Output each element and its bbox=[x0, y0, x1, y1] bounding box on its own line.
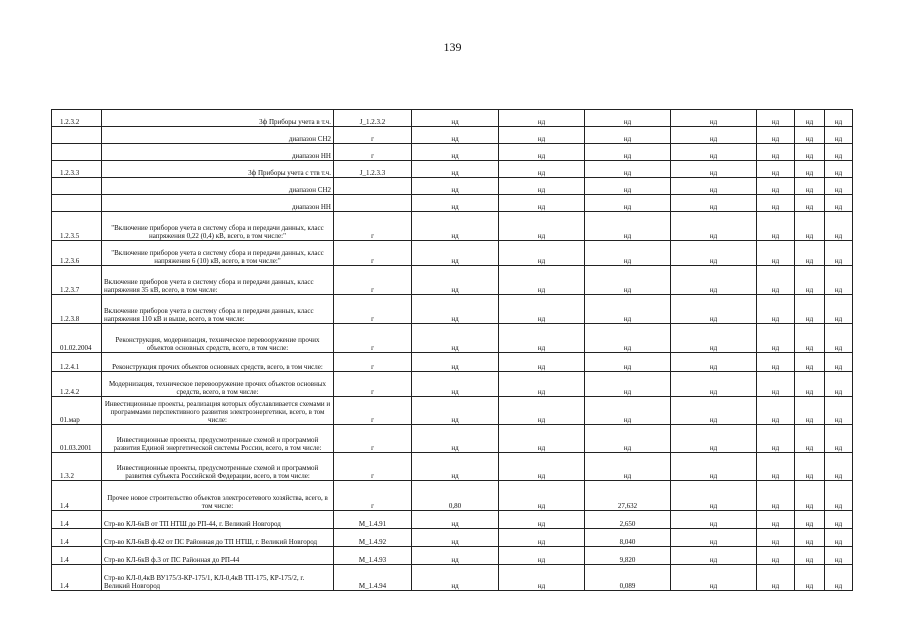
row-unit-cell: M_1.4.91 bbox=[334, 511, 412, 529]
row-value-cell: нд bbox=[795, 110, 825, 127]
row-value-cell: нд bbox=[585, 178, 671, 195]
row-value-cell: нд bbox=[499, 324, 585, 353]
row-unit-cell bbox=[334, 178, 412, 195]
table-row bbox=[52, 295, 853, 324]
row-value-cell: нд bbox=[671, 481, 757, 511]
row-code-cell: 1.2.3.6 bbox=[52, 241, 102, 266]
row-value-cell: нд bbox=[825, 127, 853, 144]
row-value-cell: нд bbox=[795, 529, 825, 547]
row-value-cell: нд bbox=[585, 110, 671, 127]
row-value-cell: нд bbox=[795, 127, 825, 144]
row-value-cell: нд bbox=[757, 353, 795, 372]
row-value-cell: нд bbox=[585, 144, 671, 161]
row-value-cell: нд bbox=[795, 565, 825, 591]
row-name-cell: Реконструкция прочих объектов основных средств, всего, в том числе: bbox=[102, 353, 334, 372]
row-value-cell: нд bbox=[825, 547, 853, 565]
row-value-cell: нд bbox=[412, 397, 499, 425]
row-value-cell: нд bbox=[825, 110, 853, 127]
row-value-cell: нд bbox=[585, 353, 671, 372]
row-name-cell: "Включение приборов учета в систему сбора и передачи данных, класс напряжения 6 (10) кВ, всего, в том числе:" bbox=[102, 241, 334, 266]
table-row bbox=[52, 266, 853, 295]
row-name-cell: Инвестиционные проекты, предусмотренные схемой и программой развития субъекта Российской Федерации, всего, в том числе: bbox=[102, 453, 334, 481]
row-unit-cell: г bbox=[334, 397, 412, 425]
row-value-cell: нд bbox=[499, 547, 585, 565]
row-name-cell: Стр-во КЛ-6кВ от ТП НТШ до РП-44, г. Великий Новгород bbox=[102, 511, 334, 529]
row-value-cell: нд bbox=[671, 144, 757, 161]
row-name-cell: Инвестиционные проекты, предусмотренные схемой и программой развития Единой энергетической системы России, всего, в том числе: bbox=[102, 425, 334, 453]
table-row bbox=[52, 481, 853, 511]
row-unit-cell: г bbox=[334, 127, 412, 144]
row-unit-cell: г bbox=[334, 266, 412, 295]
row-value-cell: нд bbox=[499, 565, 585, 591]
row-value-cell: нд bbox=[671, 324, 757, 353]
page-number: 139 bbox=[443, 40, 462, 54]
row-value-cell: нд bbox=[825, 353, 853, 372]
row-unit-cell: г bbox=[334, 481, 412, 511]
row-value-cell: нд bbox=[825, 266, 853, 295]
row-value-cell: нд bbox=[795, 397, 825, 425]
row-unit-cell: J_1.2.3.3 bbox=[334, 161, 412, 178]
row-unit-cell: г bbox=[334, 241, 412, 266]
row-value-cell: нд bbox=[499, 212, 585, 241]
row-value-cell: нд bbox=[795, 453, 825, 481]
row-name-cell: "Включение приборов учета в систему сбора и передачи данных, класс напряжения 0,22 (0,4) кВ, всего, в том числе:" bbox=[102, 212, 334, 241]
table-row bbox=[52, 161, 853, 178]
table-row bbox=[52, 110, 853, 127]
row-value-cell: нд bbox=[825, 565, 853, 591]
row-code-cell bbox=[52, 144, 102, 161]
row-name-cell: 3ф Приборы учета с ттв т.ч. bbox=[102, 161, 334, 178]
row-value-cell: нд bbox=[795, 266, 825, 295]
row-value-cell: нд bbox=[499, 127, 585, 144]
row-value-cell: нд bbox=[412, 110, 499, 127]
row-value-cell: нд bbox=[795, 425, 825, 453]
row-value-cell: нд bbox=[499, 453, 585, 481]
row-value-cell: нд bbox=[825, 481, 853, 511]
row-name-cell: Модернизация, техническое перевооружение прочих объектов основных средств, всего, в том числе: bbox=[102, 372, 334, 397]
row-code-cell: 01.мар bbox=[52, 397, 102, 425]
row-name-cell: Включение приборов учета в систему сбора и передачи данных, класс напряжения 110 кВ и выше, всего, в том числе: bbox=[102, 295, 334, 324]
row-code-cell: 1.2.3.2 bbox=[52, 110, 102, 127]
row-value-cell: нд bbox=[671, 397, 757, 425]
row-value-cell: нд bbox=[757, 397, 795, 425]
row-code-cell: 1.4 bbox=[52, 547, 102, 565]
row-value-cell: нд bbox=[585, 127, 671, 144]
row-value-cell: нд bbox=[757, 144, 795, 161]
row-code-cell: 1.3.2 bbox=[52, 453, 102, 481]
row-name-cell: Прочее новое строительство объектов электросетевого хозяйства, всего, в том числе: bbox=[102, 481, 334, 511]
table-row bbox=[52, 127, 853, 144]
row-value-cell: нд bbox=[499, 110, 585, 127]
row-code-cell: 01.03.2001 bbox=[52, 425, 102, 453]
row-value-cell: нд bbox=[412, 324, 499, 353]
row-name-cell: Стр-во КЛ-0,4кВ ВУ175/3-КР-175/1, КЛ-0,4кВ ТП-175, КР-175/2, г. Великий Новгород bbox=[102, 565, 334, 591]
row-value-cell: нд bbox=[499, 425, 585, 453]
row-value-cell: нд bbox=[825, 397, 853, 425]
table-row bbox=[52, 324, 853, 353]
row-value-cell: нд bbox=[757, 195, 795, 212]
row-value-cell: нд bbox=[499, 161, 585, 178]
row-value-cell: нд bbox=[412, 529, 499, 547]
row-code-cell: 1.2.3.5 bbox=[52, 212, 102, 241]
row-unit-cell: г bbox=[334, 372, 412, 397]
row-code-cell bbox=[52, 178, 102, 195]
row-value-cell: нд bbox=[412, 144, 499, 161]
row-value-cell: нд bbox=[412, 178, 499, 195]
row-name-cell: диапазон СН2 bbox=[102, 178, 334, 195]
row-code-cell: 1.4 bbox=[52, 511, 102, 529]
row-value-cell: нд bbox=[412, 127, 499, 144]
row-value-cell: нд bbox=[757, 127, 795, 144]
row-value-cell: нд bbox=[585, 397, 671, 425]
row-value-cell: нд bbox=[585, 372, 671, 397]
row-value-cell: нд bbox=[825, 295, 853, 324]
row-value-cell: 0,089 bbox=[585, 565, 671, 591]
row-value-cell: нд bbox=[795, 511, 825, 529]
row-unit-cell: M_1.4.94 bbox=[334, 565, 412, 591]
row-name-cell: Инвестиционные проекты, реализация которых обуславливается схемами и программами перспективного развития электроэнергетики, всего, в том числе: bbox=[102, 397, 334, 425]
row-value-cell: нд bbox=[412, 212, 499, 241]
row-value-cell: нд bbox=[499, 195, 585, 212]
row-value-cell: нд bbox=[671, 266, 757, 295]
row-value-cell: нд bbox=[795, 178, 825, 195]
row-value-cell: нд bbox=[412, 511, 499, 529]
row-value-cell: нд bbox=[795, 161, 825, 178]
table-row bbox=[52, 547, 853, 565]
table-row bbox=[52, 372, 853, 397]
row-value-cell: нд bbox=[757, 425, 795, 453]
row-unit-cell: J_1.2.3.2 bbox=[334, 110, 412, 127]
row-name-cell: Реконструкция, модернизация, техническое перевооружение прочих объектов основных средств, всего, в том числе: bbox=[102, 324, 334, 353]
row-unit-cell: г bbox=[334, 144, 412, 161]
row-value-cell: 8,040 bbox=[585, 529, 671, 547]
row-code-cell: 1.4 bbox=[52, 529, 102, 547]
row-unit-cell: г bbox=[334, 212, 412, 241]
table-row bbox=[52, 453, 853, 481]
row-name-cell: 3ф Приборы учета в т.ч. bbox=[102, 110, 334, 127]
row-unit-cell: г bbox=[334, 353, 412, 372]
row-value-cell: нд bbox=[499, 353, 585, 372]
row-value-cell: нд bbox=[499, 372, 585, 397]
row-value-cell: нд bbox=[671, 127, 757, 144]
row-value-cell: нд bbox=[671, 161, 757, 178]
table-row bbox=[52, 178, 853, 195]
row-value-cell: нд bbox=[412, 453, 499, 481]
row-value-cell: нд bbox=[795, 547, 825, 565]
row-value-cell: нд bbox=[795, 372, 825, 397]
row-code-cell bbox=[52, 195, 102, 212]
row-value-cell: нд bbox=[671, 425, 757, 453]
row-code-cell: 1.4 bbox=[52, 481, 102, 511]
row-value-cell: нд bbox=[412, 425, 499, 453]
table-row bbox=[52, 425, 853, 453]
row-value-cell: нд bbox=[757, 241, 795, 266]
row-value-cell: нд bbox=[585, 266, 671, 295]
table-row bbox=[52, 195, 853, 212]
row-name-cell: диапазон НН bbox=[102, 144, 334, 161]
row-value-cell: нд bbox=[412, 161, 499, 178]
row-value-cell: нд bbox=[412, 565, 499, 591]
row-value-cell: нд bbox=[671, 529, 757, 547]
row-name-cell: диапазон СН2 bbox=[102, 127, 334, 144]
row-value-cell: нд bbox=[585, 295, 671, 324]
row-name-cell: диапазон НН bbox=[102, 195, 334, 212]
row-value-cell: нд bbox=[795, 195, 825, 212]
row-value-cell: нд bbox=[757, 110, 795, 127]
row-value-cell: нд bbox=[412, 372, 499, 397]
row-value-cell: нд bbox=[825, 425, 853, 453]
row-value-cell: нд bbox=[585, 195, 671, 212]
row-code-cell: 1.2.4.2 bbox=[52, 372, 102, 397]
row-name-cell: Включение приборов учета в систему сбора и передачи данных, класс напряжения 35 кВ, всего, в том числе: bbox=[102, 266, 334, 295]
row-value-cell: нд bbox=[585, 241, 671, 266]
row-value-cell: нд bbox=[757, 529, 795, 547]
row-value-cell: нд bbox=[585, 212, 671, 241]
row-value-cell: нд bbox=[671, 353, 757, 372]
row-value-cell: нд bbox=[757, 161, 795, 178]
row-value-cell: нд bbox=[671, 453, 757, 481]
row-value-cell: нд bbox=[671, 547, 757, 565]
row-unit-cell: г bbox=[334, 295, 412, 324]
row-value-cell: нд bbox=[585, 161, 671, 178]
row-value-cell: нд bbox=[412, 195, 499, 212]
row-code-cell: 01.02.2004 bbox=[52, 324, 102, 353]
row-value-cell: нд bbox=[671, 110, 757, 127]
row-value-cell: нд bbox=[671, 178, 757, 195]
row-value-cell: нд bbox=[757, 565, 795, 591]
row-value-cell: нд bbox=[795, 295, 825, 324]
row-value-cell: нд bbox=[825, 453, 853, 481]
row-unit-cell: г bbox=[334, 453, 412, 481]
table-row bbox=[52, 353, 853, 372]
row-value-cell: нд bbox=[499, 529, 585, 547]
row-value-cell: нд bbox=[825, 144, 853, 161]
row-value-cell: нд bbox=[825, 178, 853, 195]
row-value-cell: нд bbox=[412, 241, 499, 266]
row-unit-cell: M_1.4.92 bbox=[334, 529, 412, 547]
row-code-cell bbox=[52, 127, 102, 144]
table-row bbox=[52, 144, 853, 161]
row-value-cell: нд bbox=[412, 547, 499, 565]
row-value-cell: нд bbox=[757, 178, 795, 195]
row-value-cell: нд bbox=[585, 324, 671, 353]
row-code-cell: 1.2.4.1 bbox=[52, 353, 102, 372]
row-value-cell: нд bbox=[757, 266, 795, 295]
data-table bbox=[51, 109, 853, 591]
row-value-cell: нд bbox=[825, 529, 853, 547]
row-value-cell: нд bbox=[671, 241, 757, 266]
row-unit-cell: г bbox=[334, 324, 412, 353]
row-value-cell: нд bbox=[671, 295, 757, 324]
row-code-cell: 1.2.3.8 bbox=[52, 295, 102, 324]
row-code-cell: 1.2.3.3 bbox=[52, 161, 102, 178]
row-value-cell: нд bbox=[585, 425, 671, 453]
row-value-cell: нд bbox=[671, 372, 757, 397]
row-value-cell: нд bbox=[757, 212, 795, 241]
row-value-cell: нд bbox=[671, 212, 757, 241]
row-value-cell: нд bbox=[499, 144, 585, 161]
table-row bbox=[52, 565, 853, 591]
row-value-cell: нд bbox=[825, 161, 853, 178]
row-value-cell: нд bbox=[757, 511, 795, 529]
row-unit-cell: г bbox=[334, 425, 412, 453]
row-value-cell: нд bbox=[795, 324, 825, 353]
row-code-cell: 1.4 bbox=[52, 565, 102, 591]
row-value-cell: нд bbox=[412, 295, 499, 324]
row-value-cell: нд bbox=[671, 195, 757, 212]
row-unit-cell: M_1.4.93 bbox=[334, 547, 412, 565]
row-value-cell: нд bbox=[825, 324, 853, 353]
row-value-cell: нд bbox=[825, 372, 853, 397]
row-value-cell: нд bbox=[412, 353, 499, 372]
row-unit-cell bbox=[334, 195, 412, 212]
row-value-cell: нд bbox=[795, 241, 825, 266]
table-row bbox=[52, 529, 853, 547]
table-row bbox=[52, 241, 853, 266]
row-value-cell: нд bbox=[825, 241, 853, 266]
row-name-cell: Стр-во КЛ-6кВ ф.3 от ПС Районная до РП-44 bbox=[102, 547, 334, 565]
row-value-cell: нд bbox=[499, 178, 585, 195]
row-value-cell: нд bbox=[795, 212, 825, 241]
row-value-cell: нд bbox=[795, 353, 825, 372]
row-value-cell: 2,650 bbox=[585, 511, 671, 529]
row-value-cell: нд bbox=[585, 453, 671, 481]
row-value-cell: нд bbox=[499, 481, 585, 511]
row-value-cell: нд bbox=[795, 481, 825, 511]
row-value-cell: нд bbox=[757, 324, 795, 353]
row-name-cell: Стр-во КЛ-6кВ ф.42 от ПС Районная до ТП НТШ, г. Великий Новгород bbox=[102, 529, 334, 547]
row-value-cell: 27,632 bbox=[585, 481, 671, 511]
row-value-cell: нд bbox=[825, 511, 853, 529]
row-value-cell: нд bbox=[757, 547, 795, 565]
row-value-cell: нд bbox=[825, 212, 853, 241]
table-row bbox=[52, 397, 853, 425]
table-row bbox=[52, 511, 853, 529]
row-value-cell: 0,80 bbox=[412, 481, 499, 511]
row-value-cell: нд bbox=[795, 144, 825, 161]
row-value-cell: нд bbox=[757, 481, 795, 511]
row-value-cell: нд bbox=[757, 453, 795, 481]
table-row bbox=[52, 212, 853, 241]
row-value-cell: нд bbox=[499, 295, 585, 324]
row-value-cell: нд bbox=[757, 295, 795, 324]
row-value-cell: нд bbox=[671, 565, 757, 591]
row-value-cell: 9,820 bbox=[585, 547, 671, 565]
row-value-cell: нд bbox=[499, 511, 585, 529]
row-value-cell: нд bbox=[499, 266, 585, 295]
row-code-cell: 1.2.3.7 bbox=[52, 266, 102, 295]
row-value-cell: нд bbox=[825, 195, 853, 212]
row-value-cell: нд bbox=[671, 511, 757, 529]
row-value-cell: нд bbox=[499, 397, 585, 425]
row-value-cell: нд bbox=[757, 372, 795, 397]
row-value-cell: нд bbox=[412, 266, 499, 295]
row-value-cell: нд bbox=[499, 241, 585, 266]
